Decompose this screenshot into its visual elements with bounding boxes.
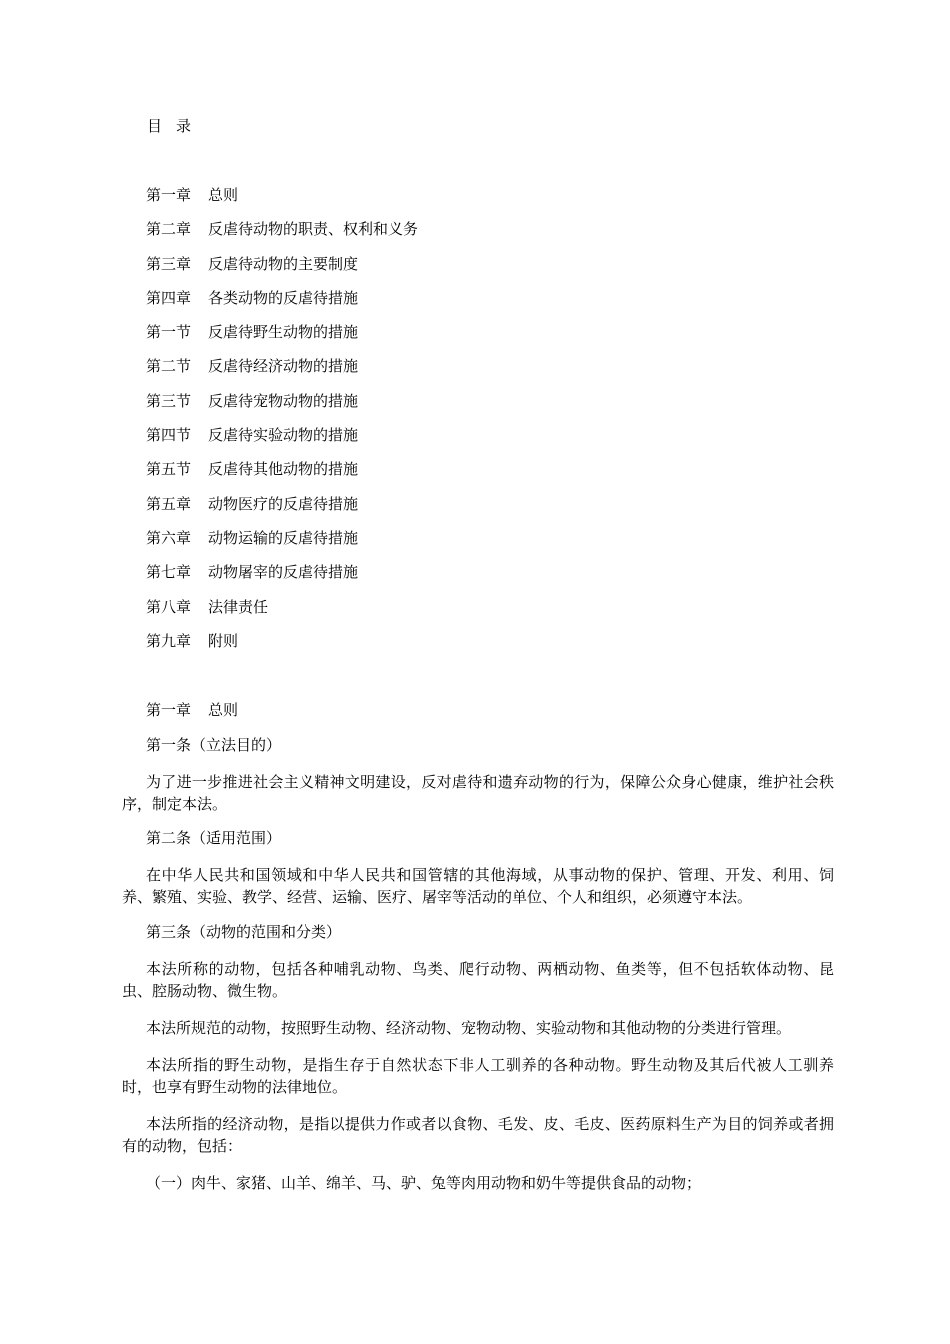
toc-item-number: 第九章 [146,631,192,650]
chapter-number: 第一章 [146,701,192,719]
toc-item-title: 反虐待动物的主要制度 [208,254,359,273]
toc-item-title: 动物运输的反虐待措施 [208,528,359,547]
toc-item-number: 第一节 [146,323,192,342]
toc-item [146,218,418,252]
toc-item-title: 法律责任 [208,597,269,616]
toc-item-number: 第五节 [146,460,192,479]
table-of-contents [146,184,418,664]
toc-item-number: 第五章 [146,494,192,513]
toc-item-title: 各类动物的反虐待措施 [208,288,359,307]
toc-item-title: 反虐待实验动物的措施 [208,426,359,445]
toc-item-number: 第三节 [146,391,192,410]
article-3-paragraph-3: 本法所指的野生动物，是指生存于自然状态下非人工驯养的各种动物。野生动物及其后代被人工驯养时，也享有野生动物的法律地位。 [122,1055,834,1096]
toc-item [146,287,418,321]
toc-item-title: 总则 [208,186,239,204]
chapter-one-body [122,699,834,1206]
toc-item [146,355,418,389]
toc-item-number: 第三章 [146,254,192,273]
toc-item-title: 反虐待经济动物的措施 [208,357,359,376]
toc-item [146,630,418,664]
toc-item [146,493,418,527]
toc-item-number: 第七章 [146,563,192,582]
toc-item [146,424,418,458]
article-2-text: 在中华人民共和国领域和中华人民共和国管辖的其他海域，从事动物的保护、管理、开发、利用、饲养、繁殖、实验、教学、经营、运输、医疗、屠宰等活动的单位、个人和组织，必须遵守本法。 [122,866,834,906]
article-3-item-1: （一）肉牛、家猪、山羊、绵羊、马、驴、兔等肉用动物和奶牛等提供食品的动物； [146,1173,702,1192]
toc-item-number: 第二章 [146,220,192,239]
article-2-heading: 第二条（适用范围） [146,829,282,847]
article-1-heading: 第一条（立法目的） [146,735,282,754]
article-3-paragraph-4: 本法所指的经济动物，是指以提供力作或者以食物、毛发、皮、毛皮、医药原料生产为目的饲养或者拥有的动物，包括： [122,1114,834,1155]
toc-item [146,184,418,218]
toc-item-number: 第二节 [146,357,192,376]
toc-item [146,561,418,595]
toc-item-number: 第四节 [146,426,192,445]
toc-item-title: 动物屠宰的反虐待措施 [208,563,359,582]
toc-item [146,527,418,561]
toc-item-title: 反虐待动物的职责、权利和义务 [208,220,419,239]
article-3-paragraph-1: 本法所称的动物，包括各种哺乳动物、鸟类、爬行动物、两栖动物、鱼类等，但不包括软体动物、昆虫、腔肠动物、微生物。 [122,959,834,1000]
article-1-text: 为了进一步推进社会主义精神文明建设，反对虐待和遗弃动物的行为，保障公众身心健康，维护社会秩序，制定本法。 [122,772,834,813]
article-3-heading: 第三条（动物的范围和分类） [146,922,342,941]
toc-item [146,253,418,287]
toc-item-number: 第八章 [146,597,192,616]
toc-item [146,321,418,355]
toc-item-title: 动物医疗的反虐待措施 [208,494,359,513]
toc-item-title: 附则 [208,631,239,650]
toc-title: 目录 [147,117,206,135]
toc-item-title: 反虐待宠物动物的措施 [208,391,359,410]
toc-item-title: 反虐待其他动物的措施 [208,460,359,479]
article-3-paragraph-2: 本法所规范的动物，按照野生动物、经济动物、宠物动物、实验动物和其他动物的分类进行管理。 [146,1018,792,1037]
chapter-heading [122,699,834,721]
toc-item-number: 第一章 [146,186,192,204]
toc-item-number: 第六章 [146,528,192,547]
toc-item-title: 反虐待野生动物的措施 [208,323,359,342]
toc-item-number: 第四章 [146,288,192,307]
toc-item [146,458,418,492]
toc-item [146,596,418,630]
chapter-title: 总则 [208,701,239,719]
toc-item [146,390,418,424]
